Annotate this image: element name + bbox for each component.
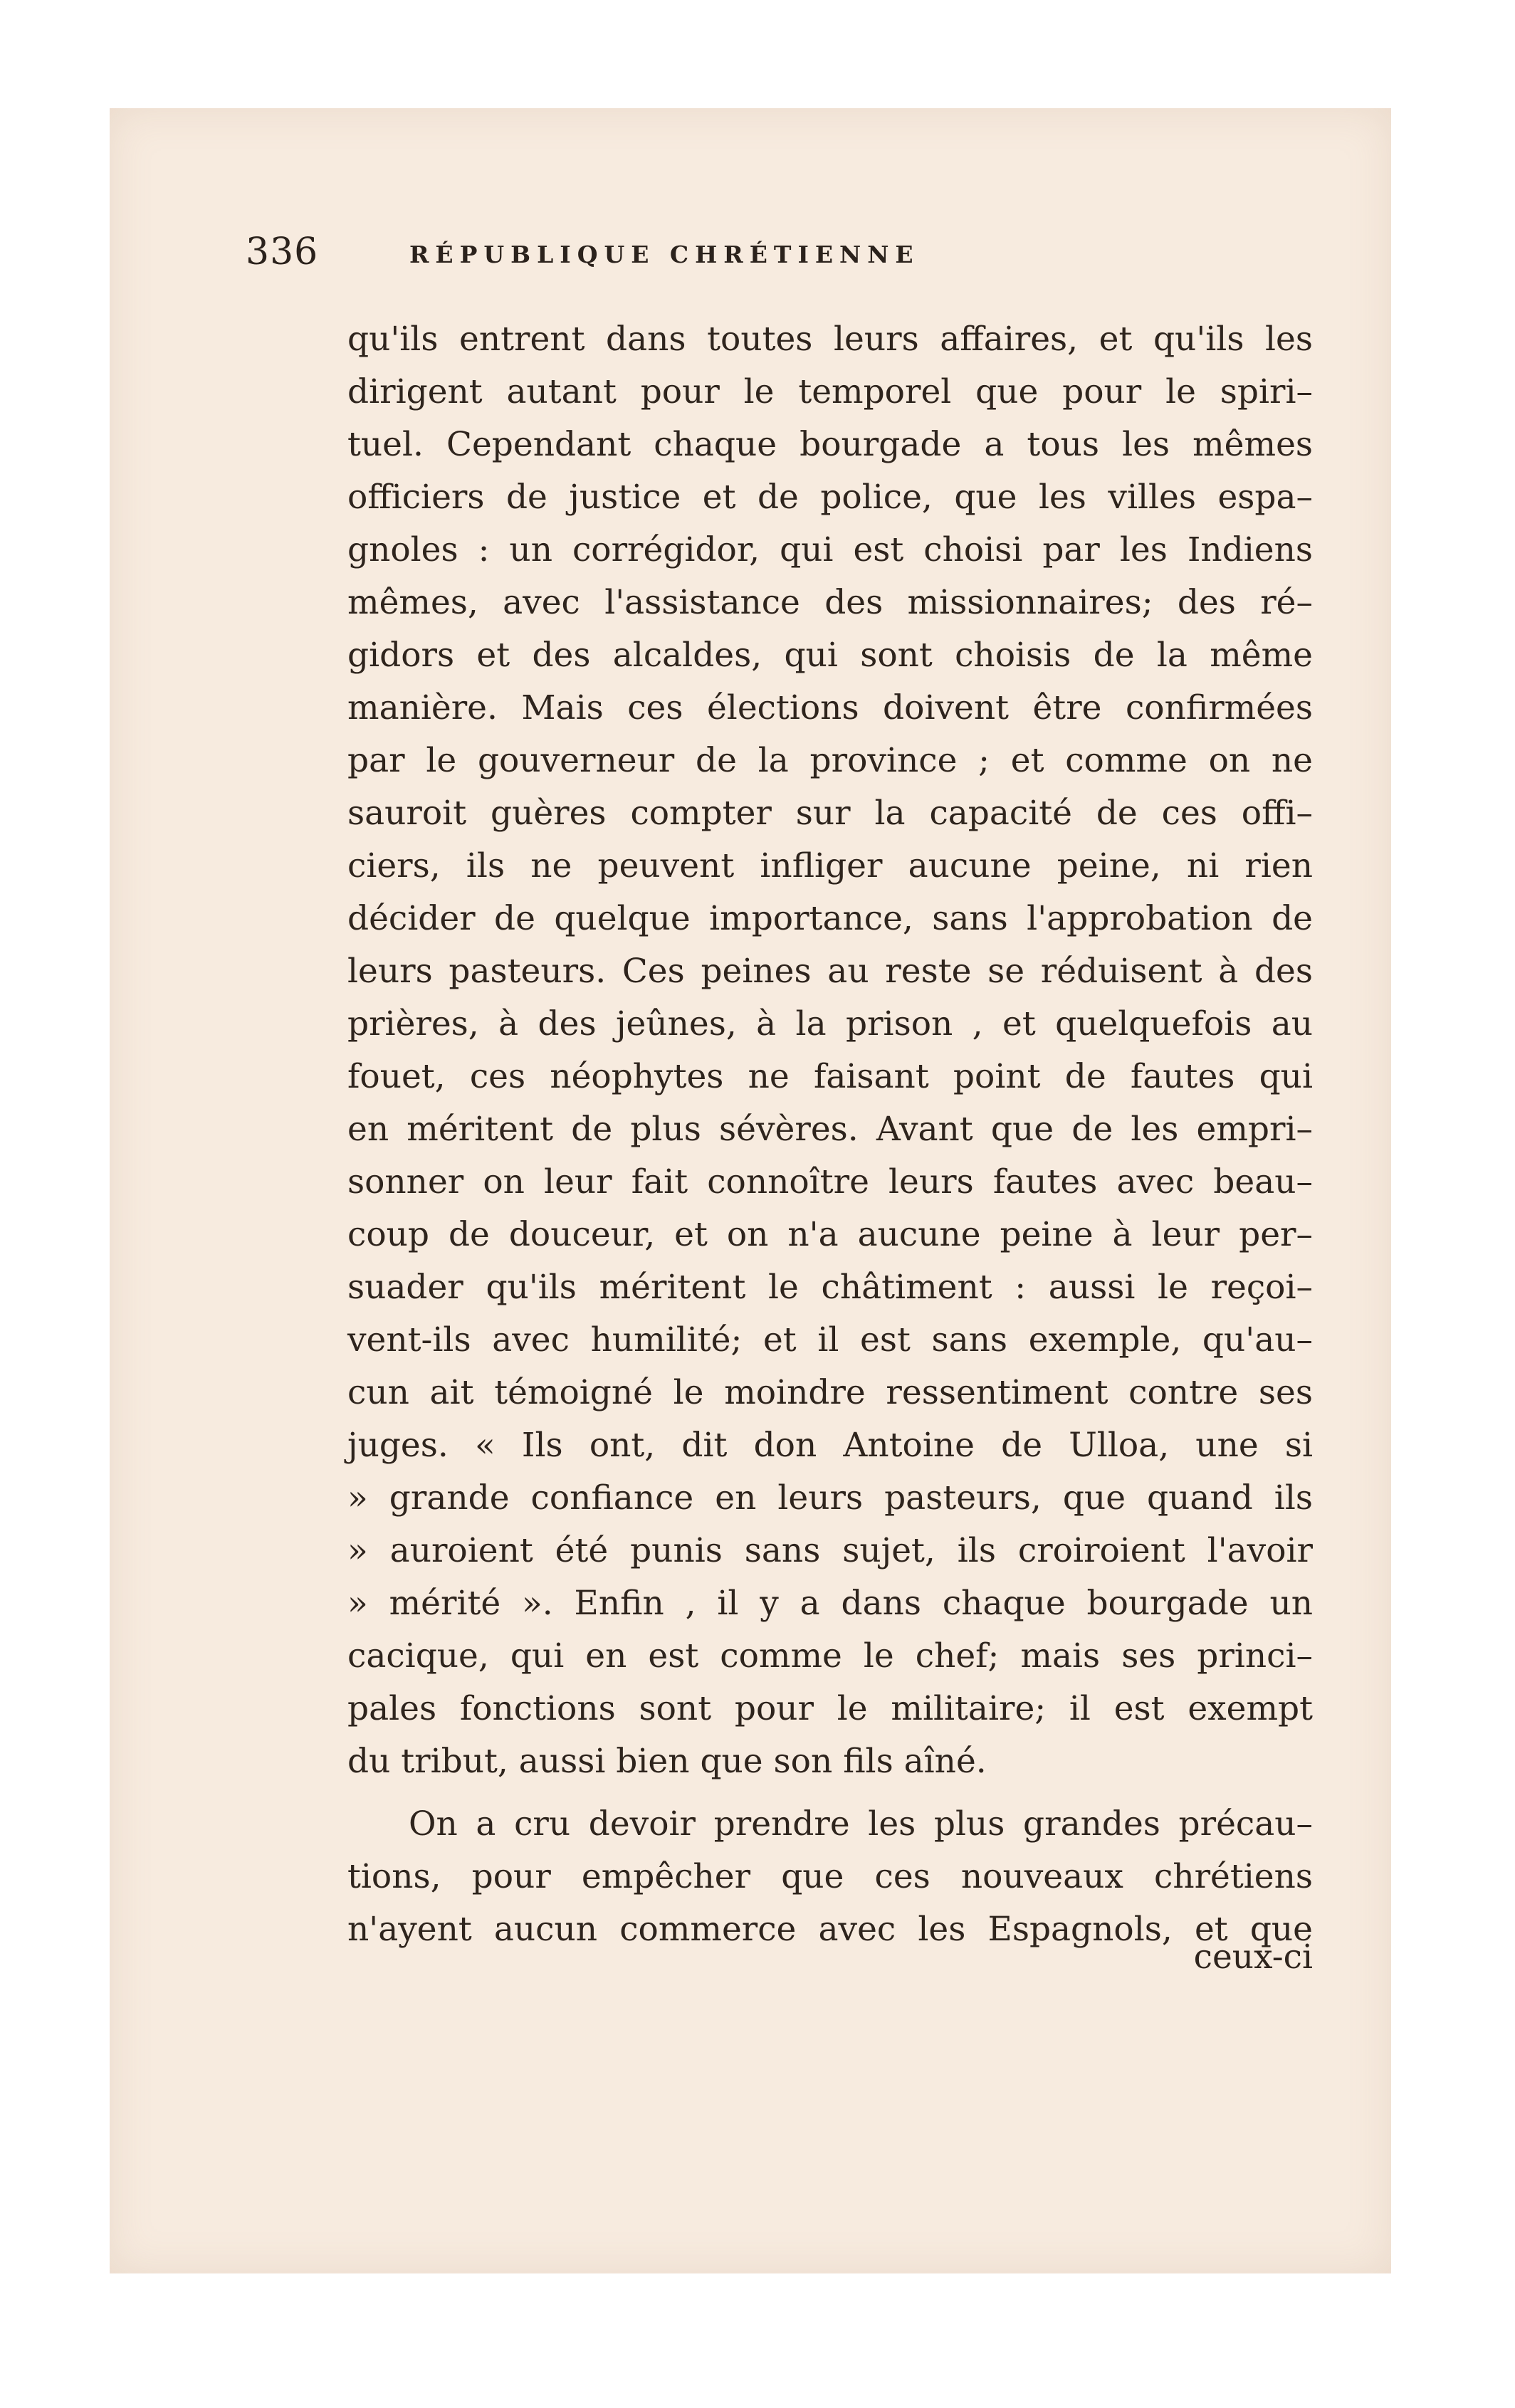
text-line: coup de douceur, et on n'a aucune peine à leur per–	[347, 1215, 1313, 1254]
text-line: On a cru devoir prendre les plus grandes précau–	[409, 1804, 1313, 1844]
text-line: qu'ils entrent dans toutes leurs affaires, et qu'ils les	[347, 320, 1313, 359]
text-line: du tribut, aussi bien que son fils aîné.	[347, 1742, 987, 1781]
page-number: 336	[246, 231, 319, 273]
text-line: mêmes, avec l'assistance des missionnaires; des ré–	[347, 583, 1313, 622]
text-line: » grande confiance en leurs pasteurs, que quand ils	[347, 1478, 1313, 1518]
text-line: cacique, qui en est comme le chef; mais ses princi–	[347, 1636, 1313, 1676]
text-line: dirigent autant pour le temporel que pour le spiri–	[347, 372, 1313, 411]
text-line: par le gouverneur de la province ; et comme on ne	[347, 741, 1313, 780]
text-line: leurs pasteurs. Ces peines au reste se réduisent à des	[347, 952, 1313, 991]
text-line: juges. « Ils ont, dit don Antoine de Ulloa, une si	[347, 1426, 1313, 1465]
text-line: fouet, ces néophytes ne faisant point de fautes qui	[347, 1057, 1313, 1096]
text-line: » mérité ». Enfin , il y a dans chaque bourgade un	[347, 1584, 1313, 1623]
catchword: ceux-ci	[1193, 1938, 1313, 1977]
text-line: vent-ils avec humilité; et il est sans exemple, qu'au–	[347, 1320, 1313, 1360]
body-text	[347, 313, 1313, 1956]
text-line: tions, pour empêcher que ces nouveaux chrétiens	[347, 1857, 1313, 1896]
text-line: tuel. Cependant chaque bourgade a tous les mêmes	[347, 425, 1313, 464]
text-line: officiers de justice et de police, que les villes espa–	[347, 478, 1313, 517]
text-line: sauroit guères compter sur la capacité de ces offi–	[347, 794, 1313, 833]
text-line: décider de quelque importance, sans l'approbation de	[347, 899, 1313, 938]
running-title: RÉPUBLIQUE CHRÉTIENNE	[409, 241, 920, 268]
paragraph-1	[347, 313, 1313, 1788]
text-line: n'ayent aucun commerce avec les Espagnols, et que	[347, 1910, 1313, 1949]
text-line: gidors et des alcaldes, qui sont choisis de la même	[347, 636, 1313, 675]
text-line: pales fonctions sont pour le militaire; il est exempt	[347, 1689, 1313, 1728]
text-line: ciers, ils ne peuvent infliger aucune peine, ni rien	[347, 846, 1313, 885]
text-line: gnoles : un corrégidor, qui est choisi par les Indiens	[347, 530, 1313, 569]
paragraph-2	[347, 1798, 1313, 1956]
page-header	[246, 231, 1242, 280]
text-line: manière. Mais ces élections doivent être confirmées	[347, 688, 1313, 727]
text-line: en méritent de plus sévères. Avant que de les empri–	[347, 1110, 1313, 1149]
text-line: prières, à des jeûnes, à la prison , et quelquefois au	[347, 1004, 1313, 1043]
text-line: » auroient été punis sans sujet, ils croiroient l'avoir	[347, 1531, 1313, 1570]
text-line: cun ait témoigné le moindre ressentiment contre ses	[347, 1373, 1313, 1412]
text-line: sonner on leur fait connoître leurs fautes avec beau–	[347, 1162, 1313, 1202]
text-line: suader qu'ils méritent le châtiment : aussi le reçoi–	[347, 1268, 1313, 1307]
